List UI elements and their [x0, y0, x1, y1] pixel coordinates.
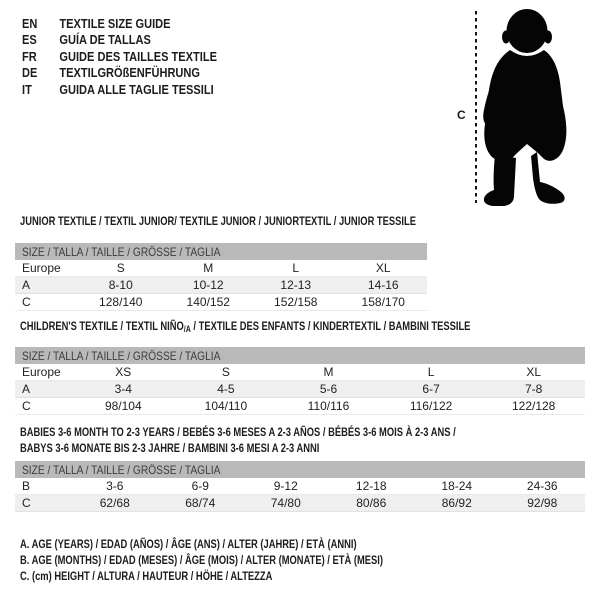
children-title-sub: /A — [183, 324, 191, 334]
language-row — [22, 32, 217, 49]
table-cell: 4-5 — [217, 382, 235, 396]
table-cell: 18-24 — [441, 479, 473, 493]
size-header-bar — [15, 347, 585, 364]
table-cell: M — [323, 365, 334, 379]
table-cell: 68/74 — [185, 496, 216, 510]
table-cell: 24-36 — [526, 479, 558, 493]
table-row-europe — [15, 364, 585, 381]
guide-title: GUIDA ALLE TAGLIE TESSILI — [59, 81, 214, 97]
babies-table-title — [20, 424, 579, 456]
note-b-text: B. AGE (MONTHS) / EDAD (MESES) / ÂGE (MOIS) / ALTER (MONATE) / ETÀ (MESI) — [20, 553, 383, 567]
size-header-bar — [15, 461, 585, 478]
size-header-label: SIZE / TALLA / TAILLE / GRÖSSE / TAGLIA — [22, 348, 221, 363]
babies-title-line1-wrap — [20, 424, 579, 440]
guide-title: TEXTILGRÖßENFÜHRUNG — [59, 65, 200, 81]
row-label-cell: C — [22, 496, 31, 510]
guide-title: TEXTILE SIZE GUIDE — [59, 15, 171, 31]
row-label-cell: B — [22, 479, 31, 493]
table-cell: M — [203, 261, 214, 275]
language-code: IT — [22, 81, 32, 97]
table-row-months — [15, 478, 585, 495]
note-a — [20, 536, 485, 552]
language-code: EN — [22, 15, 38, 31]
table-cell: 158/170 — [361, 295, 405, 309]
table-row-age — [15, 381, 585, 398]
table-row-height — [15, 294, 427, 311]
note-a-text: A. AGE (YEARS) / EDAD (AÑOS) / ÂGE (ANS) / ALTER (JAHRE) / ETÀ (ANNI) — [20, 537, 357, 551]
size-header-label: SIZE / TALLA / TAILLE / GRÖSSE / TAGLIA — [22, 244, 221, 259]
row-label-cell: C — [22, 399, 31, 413]
table-cell: 74/80 — [270, 496, 301, 510]
language-code: FR — [22, 48, 37, 64]
baby-silhouette-figure — [455, 6, 575, 206]
table-cell: S — [221, 365, 230, 379]
table-row-europe — [15, 260, 427, 277]
table-row-height — [15, 495, 585, 512]
table-cell: 62/68 — [99, 496, 130, 510]
table-cell: XL — [526, 365, 542, 379]
babies-title-line2-wrap — [20, 440, 579, 456]
table-cell: 6-9 — [191, 479, 209, 493]
table-cell: 6-7 — [422, 382, 440, 396]
language-row — [22, 65, 217, 82]
table-cell: 7-8 — [525, 382, 543, 396]
language-code: ES — [22, 32, 37, 48]
row-label-cell: A — [22, 278, 31, 292]
table-cell: 5-6 — [319, 382, 338, 396]
children-table-title — [20, 318, 597, 337]
note-c-text: C. (cm) HEIGHT / ALTURA / HAUTEUR / HÖHE / ALTEZZA — [20, 569, 273, 583]
children-size-table — [15, 347, 585, 415]
table-cell: 8-10 — [108, 278, 133, 292]
language-row — [22, 81, 217, 98]
baby-silhouette — [483, 9, 566, 206]
language-code: DE — [22, 65, 38, 81]
table-cell: 14-16 — [367, 278, 399, 292]
table-cell: 140/152 — [186, 295, 230, 309]
table-row-age — [15, 277, 427, 294]
table-cell: L — [427, 365, 435, 379]
table-cell: 128/140 — [99, 295, 143, 309]
table-cell: 80/86 — [356, 496, 387, 510]
table-cell: 3-4 — [114, 382, 132, 396]
table-cell: S — [116, 261, 125, 275]
table-cell: L — [292, 261, 300, 275]
language-row — [22, 15, 217, 32]
table-cell: 10-12 — [192, 278, 224, 292]
table-cell: 12-18 — [355, 479, 387, 493]
table-cell: 110/116 — [307, 399, 350, 413]
children-title-post: / TEXTILE DES ENFANTS / KINDERTEXTIL / BAMBINI TESSILE — [190, 319, 471, 333]
table-cell: XL — [375, 261, 391, 275]
row-label-cell: A — [22, 382, 31, 396]
row-label-cell: C — [22, 295, 31, 309]
table-cell: 12-13 — [280, 278, 312, 292]
note-c — [20, 568, 485, 584]
junior-table-title-text: JUNIOR TEXTILE / TEXTIL JUNIOR/ TEXTILE JUNIOR / JUNIORTEXTIL / JUNIOR TESSILE — [20, 214, 416, 228]
table-cell: 122/128 — [511, 399, 556, 413]
table-cell: 86/92 — [441, 496, 472, 510]
legend-notes — [20, 536, 485, 584]
table-cell: 152/158 — [274, 295, 318, 309]
table-cell: 98/104 — [104, 399, 142, 413]
babies-size-table — [15, 461, 585, 512]
language-row — [22, 48, 217, 65]
size-header-bar — [15, 243, 427, 260]
height-measure-label: C — [457, 108, 466, 122]
guide-title: GUÍA DE TALLAS — [59, 32, 151, 48]
row-label-cell: Europe — [22, 261, 61, 275]
language-title-list — [22, 15, 251, 98]
table-cell: 104/110 — [204, 399, 248, 413]
table-cell: 3-6 — [106, 479, 124, 493]
table-cell: 92/98 — [527, 496, 558, 510]
row-label-cell: Europe — [22, 365, 61, 379]
table-cell: 116/122 — [409, 399, 453, 413]
table-cell: 9-12 — [273, 479, 298, 493]
table-cell: XS — [115, 365, 132, 379]
note-b — [20, 552, 485, 568]
babies-title-line2: BABYS 3-6 MONATE BIS 2-3 JAHRE / BAMBINI 3-6 MESI A 2-3 ANNI — [20, 441, 320, 455]
junior-table-title — [20, 213, 528, 229]
table-row-height — [15, 398, 585, 415]
guide-title: GUIDE DES TAILLES TEXTILE — [59, 48, 217, 64]
junior-size-table — [15, 243, 427, 311]
children-table-title-text — [20, 318, 470, 337]
babies-title-line1: BABIES 3-6 MONTH TO 2-3 YEARS / BEBÉS 3-6 MESES A 2-3 AÑOS / BÉBÉS 3-6 MOIS À 2-3 ANS / — [20, 425, 456, 439]
children-title-pre: CHILDREN'S TEXTILE / TEXTIL NIÑO — [20, 319, 184, 333]
size-header-label: SIZE / TALLA / TAILLE / GRÖSSE / TAGLIA — [22, 462, 221, 477]
